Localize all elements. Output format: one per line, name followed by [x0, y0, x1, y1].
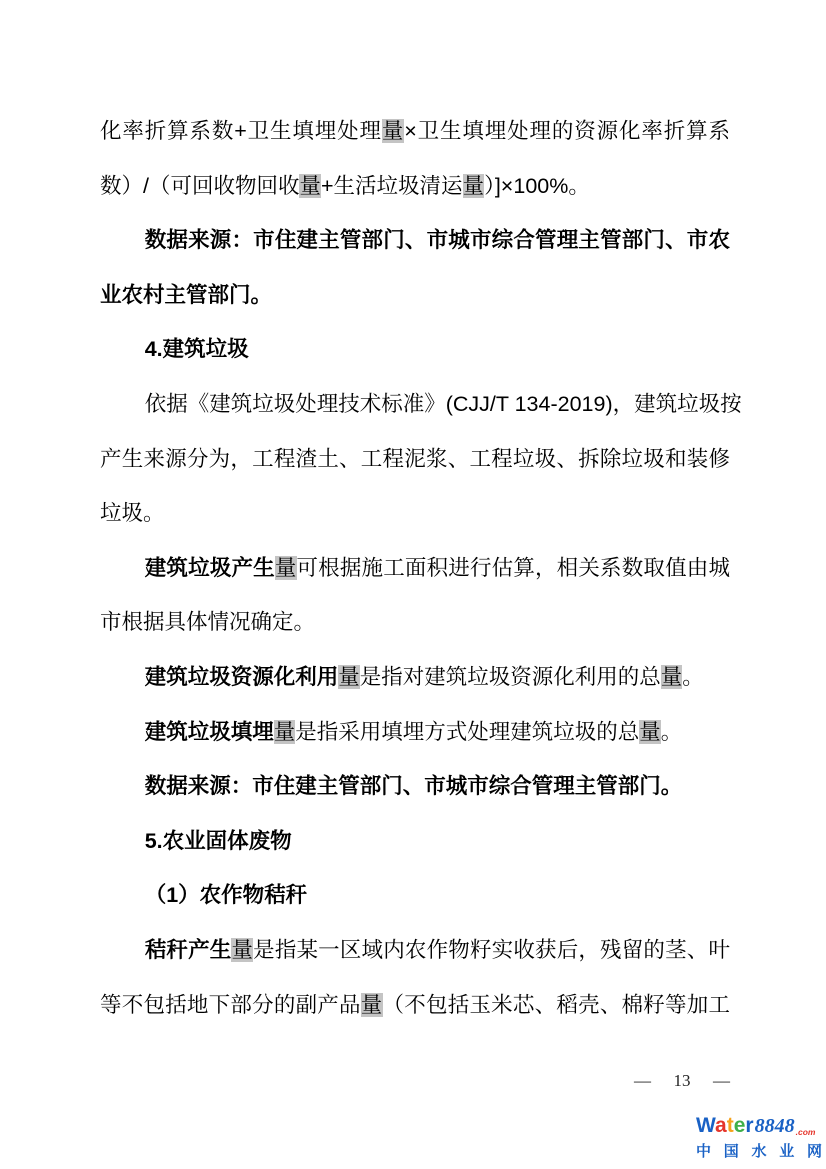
text-run: （1）农作物秸秆 [144, 883, 308, 908]
para-straw-line1 [100, 923, 730, 978]
text-run: ）]×100%。 [484, 173, 590, 198]
text-run: 等不包括地下部分的副产品 [100, 992, 361, 1017]
logo-subtitle-char: 中 [696, 1143, 712, 1160]
text-run: 产生来源分为，工程渣土、工程泥浆、工程垃圾、拆除垃圾和装修 [100, 446, 730, 471]
text-run: 建筑垃圾产生 [144, 555, 275, 580]
para-recycle-line1 [100, 650, 730, 705]
page-number-dash-left: — [634, 1071, 651, 1090]
highlighted-char: 量 [274, 555, 297, 580]
text-run: （不包括玉米芯、稻壳、棉籽等加工 [382, 992, 730, 1017]
text-run: 5.农业固体废物 [144, 828, 292, 853]
highlighted-char: 量 [299, 173, 321, 198]
logo-subtitle-char: 业 [779, 1143, 795, 1160]
highlighted-char: 量 [639, 719, 661, 744]
para-datasource2 [100, 759, 730, 814]
text-run: 市根据具体情况确定。 [100, 610, 316, 635]
highlighted-char: 量 [338, 664, 360, 689]
water8848-word-letters [696, 1114, 754, 1138]
text-run: 建筑垃圾资源化利用 [144, 664, 339, 689]
para-output-line1 [100, 541, 730, 596]
highlighted-char: 量 [360, 992, 383, 1017]
text-run: 化率折算系数+卫生填埋处理 [100, 119, 382, 143]
text-run: 秸秆产生 [144, 937, 232, 962]
page-number-dash-right: — [713, 1071, 730, 1090]
para-standard-line1 [100, 377, 742, 432]
text-run: 数据来源：市住建主管部门、市城市综合管理主管部门、市农 [144, 228, 730, 253]
text-run: 。 [682, 664, 704, 689]
heading-section4 [100, 322, 730, 377]
water8848-wordmark [696, 1114, 822, 1138]
logo-subtitle-char: 国 [723, 1143, 739, 1160]
text-run: 垃圾。 [100, 501, 165, 526]
water8848-logo[interactable] [696, 1114, 822, 1161]
highlighted-char: 量 [660, 664, 683, 689]
logo-letter: a [715, 1114, 727, 1137]
heading-section5 [100, 814, 730, 869]
text-run: 数据来源：市住建主管部门、市城市综合管理主管部门。 [144, 774, 683, 799]
logo-letter: r [745, 1114, 754, 1137]
highlighted-char: 量 [273, 719, 296, 744]
text-run: 4.建筑垃圾 [144, 337, 249, 362]
highlighted-char: 量 [462, 173, 485, 198]
text-run: ×卫生填埋处理的资源化率折算系 [404, 119, 730, 143]
logo-letter: t [726, 1114, 734, 1137]
text-run: 数）/（可回收物回收 [100, 173, 300, 198]
water8848-subtitle [696, 1140, 822, 1161]
highlighted-char: 量 [381, 119, 405, 143]
highlighted-char: 量 [231, 937, 254, 962]
document-body [100, 104, 742, 1032]
heading-section5-1 [100, 868, 730, 923]
page-number: 13 [673, 1071, 691, 1090]
para-output-line2 [100, 595, 730, 650]
water8848-domain: .com [795, 1127, 816, 1137]
para-datasource1-line1 [100, 213, 730, 268]
page-number-footer [634, 1068, 730, 1094]
para-standard-line2 [100, 432, 730, 487]
para-datasource1-line2 [100, 268, 730, 323]
logo-letter: W [696, 1114, 716, 1137]
logo-subtitle-char: 水 [751, 1143, 767, 1160]
text-run: 是指对建筑垃圾资源化利用的总 [359, 664, 661, 689]
para-straw-line2 [100, 978, 730, 1033]
text-run: 依据《建筑垃圾处理技术标准》(CJJ/T 134-2019)，建筑垃圾按 [144, 391, 742, 416]
water8848-number: 8848 [754, 1115, 795, 1137]
para-standard-line3 [100, 486, 730, 541]
text-run: 是指采用填埋方式处理建筑垃圾的总 [295, 719, 640, 744]
text-run: 可根据施工面积进行估算，相关系数取值由城 [296, 555, 730, 580]
para-landfill-line1 [100, 705, 730, 760]
text-run: 建筑垃圾填埋 [144, 719, 274, 744]
text-run: 。 [660, 719, 683, 744]
para-formula-line1 [100, 104, 730, 159]
text-run: 业农村主管部门。 [100, 282, 273, 307]
logo-subtitle-char: 网 [806, 1143, 822, 1160]
text-run: +生活垃圾清运 [321, 173, 463, 198]
logo-letter: e [733, 1114, 746, 1137]
text-run: 是指某一区域内农作物籽实收获后，残留的茎、叶 [253, 937, 730, 962]
para-formula-line2 [100, 159, 730, 214]
